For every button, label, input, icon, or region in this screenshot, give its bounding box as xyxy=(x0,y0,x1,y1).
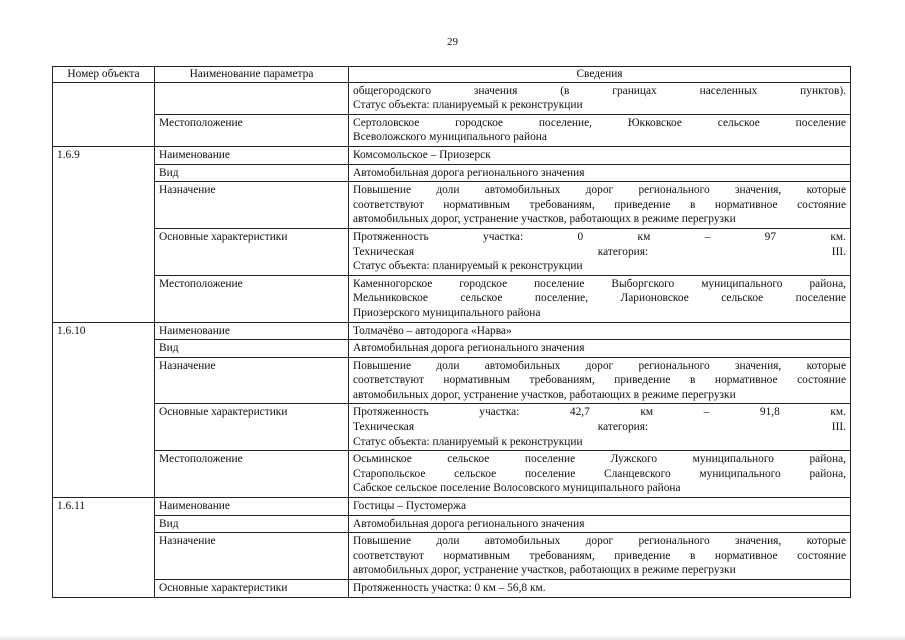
details-line: Статус объекта: планируемый к реконструкции xyxy=(353,260,583,273)
header-parameter-name: Наименование параметра xyxy=(155,67,349,83)
parameter-name-cell: Назначение xyxy=(155,182,349,229)
parameter-name-cell: Вид xyxy=(155,340,349,358)
table-row xyxy=(53,182,851,229)
parameter-name-cell: Назначение xyxy=(155,533,349,580)
header-object-number: Номер объекта xyxy=(53,67,155,83)
table-row xyxy=(53,533,851,580)
objects-table xyxy=(52,66,851,598)
details-line: соответствуют нормативным требованиям, приведение в нормативное состояние xyxy=(353,374,846,387)
page-number: 29 xyxy=(447,36,458,48)
details-line: Толмачёво – автодорога «Нарва» xyxy=(353,324,512,337)
object-number-cell xyxy=(53,357,155,404)
object-number-cell xyxy=(53,404,155,451)
details-cell xyxy=(349,164,851,182)
details-line: Сабское сельское поселение Волосовского муниципального района xyxy=(353,482,681,495)
details-line: Автомобильная дорога регионального значения xyxy=(353,517,585,530)
details-cell xyxy=(349,228,851,275)
table-row xyxy=(53,515,851,533)
header-details: Сведения xyxy=(349,67,851,83)
table-row xyxy=(53,228,851,275)
object-number-cell xyxy=(53,82,155,114)
details-line: Протяженность участка: 42,7 км – 91,8 км. xyxy=(353,406,846,419)
details-line: Повышение доли автомобильных дорог регионального значения, которые xyxy=(353,359,846,372)
parameter-name-cell: Основные характеристики xyxy=(155,580,349,598)
parameter-name-cell: Наименование xyxy=(155,146,349,164)
object-number-cell: 1.6.10 xyxy=(53,322,155,340)
details-line: соответствуют нормативным требованиям, приведение в нормативное состояние xyxy=(353,198,846,211)
details-line: Статус объекта: планируемый к реконструкции xyxy=(353,99,583,112)
details-cell xyxy=(349,515,851,533)
parameter-name-cell: Вид xyxy=(155,164,349,182)
object-number-cell: 1.6.9 xyxy=(53,146,155,164)
details-line: общегородского значения (в границах населенных пунктов). xyxy=(353,84,846,97)
details-cell xyxy=(349,357,851,404)
details-line: Комсомольское – Приозерск xyxy=(353,148,491,161)
details-line: автомобильных дорог, устранение участков, работающих в режиме перегрузки xyxy=(353,388,736,401)
details-cell xyxy=(349,275,851,322)
details-line: автомобильных дорог, устранение участков, работающих в режиме перегрузки xyxy=(353,213,736,226)
parameter-name-cell: Местоположение xyxy=(155,114,349,146)
parameter-name-cell: Основные характеристики xyxy=(155,404,349,451)
details-line: Техническая категория: III. xyxy=(353,421,846,434)
object-number-cell xyxy=(53,515,155,533)
details-cell xyxy=(349,404,851,451)
table-row xyxy=(53,275,851,322)
object-number-cell xyxy=(53,580,155,598)
parameter-name-cell: Местоположение xyxy=(155,451,349,498)
details-line: Мельниковское сельское поселение, Ларионовское сельское поселение xyxy=(353,292,846,305)
details-cell xyxy=(349,451,851,498)
details-cell xyxy=(349,533,851,580)
object-number-cell xyxy=(53,533,155,580)
object-number-cell: 1.6.11 xyxy=(53,498,155,516)
table-row xyxy=(53,340,851,358)
details-line: Гостицы – Пустомержа xyxy=(353,500,466,513)
table-row xyxy=(53,146,851,164)
parameter-name-cell xyxy=(155,82,349,114)
table-row xyxy=(53,82,851,114)
details-cell xyxy=(349,322,851,340)
object-number-cell xyxy=(53,182,155,229)
table-row xyxy=(53,357,851,404)
details-cell xyxy=(349,340,851,358)
table-body xyxy=(53,82,851,597)
details-cell xyxy=(349,580,851,598)
object-number-cell xyxy=(53,340,155,358)
object-number-cell xyxy=(53,114,155,146)
object-number-cell xyxy=(53,228,155,275)
parameter-name-cell: Основные характеристики xyxy=(155,228,349,275)
details-line: соответствуют нормативным требованиям, приведение в нормативное состояние xyxy=(353,549,846,562)
details-line: Осьминское сельское поселение Лужского муниципального района, xyxy=(353,453,846,466)
table-row xyxy=(53,580,851,598)
details-line: Сертоловское городское поселение, Юкковское сельское поселение xyxy=(353,116,846,129)
details-line: Каменногорское городское поселение Выборгского муниципального района, xyxy=(353,277,846,290)
parameter-name-cell: Наименование xyxy=(155,322,349,340)
details-line: Техническая категория: III. xyxy=(353,245,846,258)
table-row xyxy=(53,164,851,182)
table-header-row xyxy=(53,67,851,83)
table-row xyxy=(53,404,851,451)
details-line: Повышение доли автомобильных дорог регионального значения, которые xyxy=(353,184,846,197)
object-number-cell xyxy=(53,451,155,498)
details-cell xyxy=(349,114,851,146)
details-line: Старопольское сельское поселение Сланцевского муниципального района, xyxy=(353,467,846,480)
details-line: Автомобильная дорога регионального значения xyxy=(353,166,585,179)
details-line: Статус объекта: планируемый к реконструкции xyxy=(353,435,583,448)
details-line: Протяженность участка: 0 км – 97 км. xyxy=(353,230,846,243)
details-cell xyxy=(349,146,851,164)
parameter-name-cell: Наименование xyxy=(155,498,349,516)
page-bottom-edge xyxy=(0,634,905,640)
object-number-cell xyxy=(53,275,155,322)
parameter-name-cell: Вид xyxy=(155,515,349,533)
details-cell xyxy=(349,182,851,229)
details-cell xyxy=(349,82,851,114)
details-line: Автомобильная дорога регионального значения xyxy=(353,342,585,355)
details-line: Всеволожского муниципального района xyxy=(353,131,547,144)
table-row xyxy=(53,322,851,340)
table-row xyxy=(53,114,851,146)
details-cell xyxy=(349,498,851,516)
details-line: Приозерского муниципального района xyxy=(353,306,541,319)
table-row xyxy=(53,451,851,498)
details-line: автомобильных дорог, устранение участков, работающих в режиме перегрузки xyxy=(353,564,736,577)
object-number-cell xyxy=(53,164,155,182)
details-line: Повышение доли автомобильных дорог регионального значения, которые xyxy=(353,535,846,548)
parameter-name-cell: Назначение xyxy=(155,357,349,404)
details-line: Протяженность участка: 0 км – 56,8 км. xyxy=(353,582,546,594)
parameter-name-cell: Местоположение xyxy=(155,275,349,322)
table-row xyxy=(53,498,851,516)
